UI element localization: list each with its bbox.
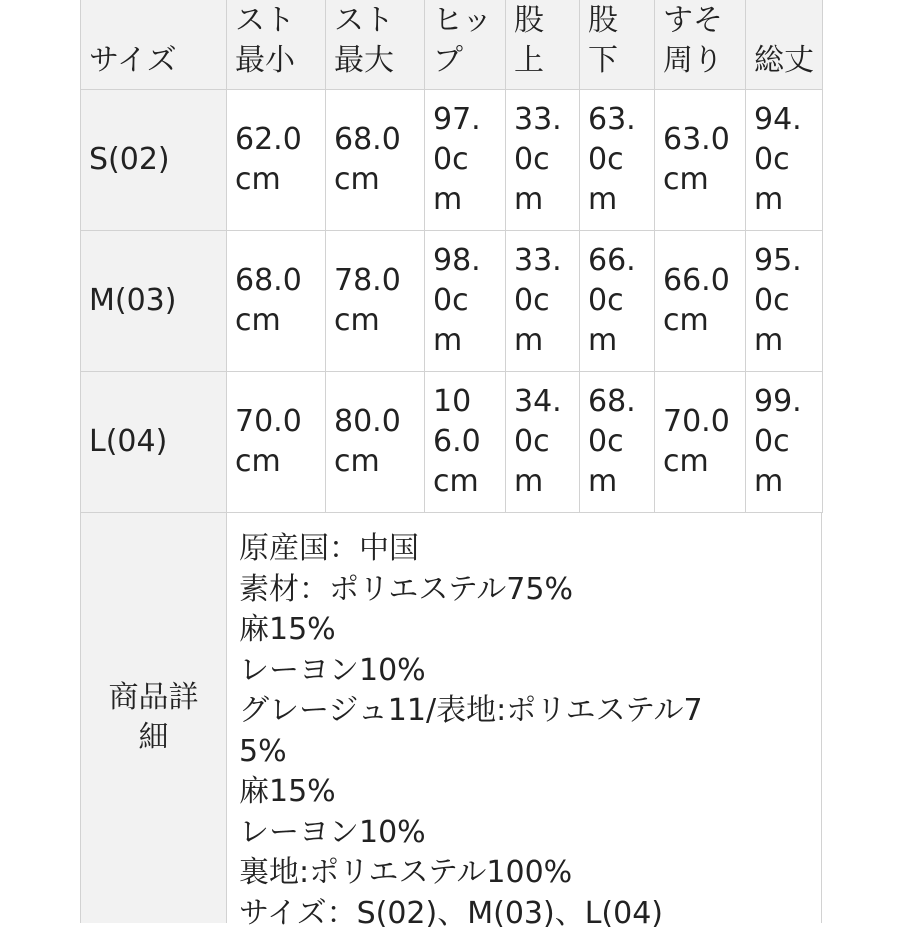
table-row <box>81 90 823 231</box>
detail-line: 5% <box>239 732 811 773</box>
table-cell: 68.0cm <box>326 90 425 231</box>
row-label: S(02) <box>81 90 227 231</box>
row-label: L(04) <box>81 372 227 513</box>
table-cell: 66.0cm <box>655 231 746 372</box>
detail-line: 原産国：中国 <box>239 529 811 570</box>
table-cell: 66.0cm <box>580 231 655 372</box>
table-cell: 33.0cm <box>506 231 580 372</box>
table-cell: 68.0cm <box>227 231 326 372</box>
row-label: M(03) <box>81 231 227 372</box>
header-hem-width: すそ周り <box>655 0 746 90</box>
table-cell: 63.0cm <box>580 90 655 231</box>
detail-line: 裏地:ポリエステル100% <box>239 853 811 894</box>
table-cell: 62.0cm <box>227 90 326 231</box>
header-rise: 股上 <box>506 0 580 90</box>
detail-line: サイズ：S(02)、M(03)、L(04) <box>239 894 811 934</box>
table-cell: 33.0cm <box>506 90 580 231</box>
table-cell: 70.0cm <box>227 372 326 513</box>
table-cell: 63.0cm <box>655 90 746 231</box>
table-cell: 78.0cm <box>326 231 425 372</box>
detail-line: レーヨン10% <box>239 813 811 854</box>
table-cell: 99.0cm <box>746 372 823 513</box>
table-cell: 95.0cm <box>746 231 823 372</box>
table-cell: 97.0cm <box>425 90 506 231</box>
table-row <box>81 372 823 513</box>
detail-line: 素材：ポリエステル75% <box>239 570 811 611</box>
header-waist-max: スト 最大 <box>326 0 425 90</box>
detail-line: レーヨン10% <box>239 651 811 692</box>
size-chart-header-row <box>81 0 823 90</box>
table-cell: 106.0cm <box>425 372 506 513</box>
table-row <box>81 231 823 372</box>
header-inseam: 股下 <box>580 0 655 90</box>
header-total-length: 総丈 <box>746 0 823 90</box>
table-cell: 70.0cm <box>655 372 746 513</box>
header-size: サイズ <box>81 0 227 90</box>
header-waist-min: スト 最小 <box>227 0 326 90</box>
table-cell: 94.0cm <box>746 90 823 231</box>
table-cell: 68.0cm <box>580 372 655 513</box>
detail-line: グレージュ11/表地:ポリエステル7 <box>239 691 811 732</box>
table-cell: 98.0cm <box>425 231 506 372</box>
product-info-panel <box>80 0 822 923</box>
product-details-body <box>227 513 821 923</box>
detail-line: 麻15% <box>239 610 811 651</box>
product-details-section <box>80 513 822 923</box>
size-chart-table <box>80 0 823 513</box>
detail-line: 麻15% <box>239 772 811 813</box>
table-cell: 80.0cm <box>326 372 425 513</box>
table-cell: 34.0cm <box>506 372 580 513</box>
header-hip: ヒップ <box>425 0 506 90</box>
product-details-label: 商品詳細 <box>81 513 227 923</box>
